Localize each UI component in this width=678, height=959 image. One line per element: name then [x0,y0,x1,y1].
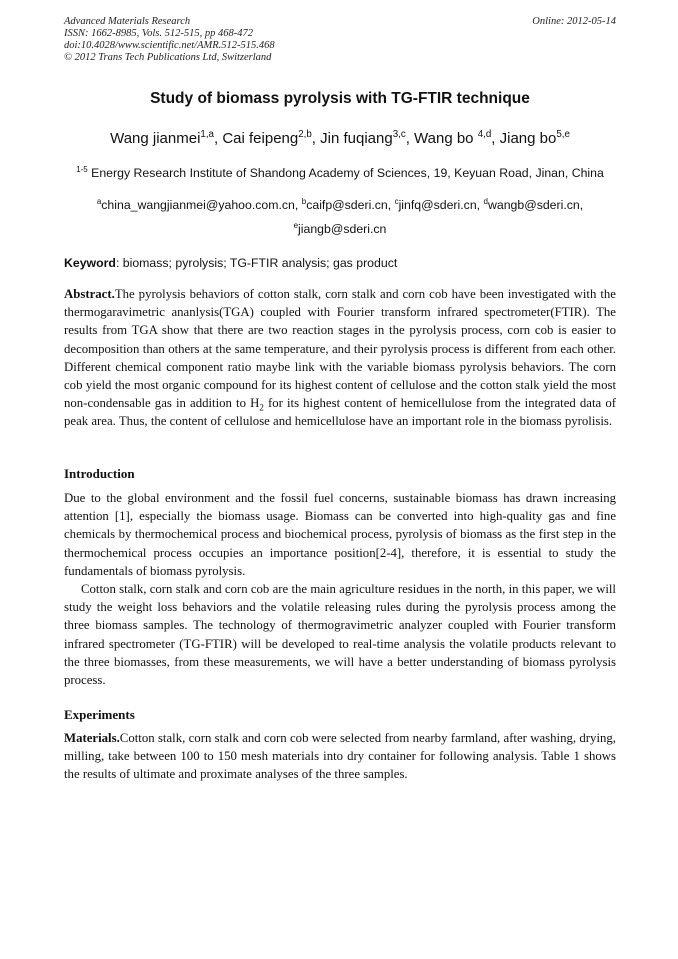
email-address[interactable]: jinfq@sderi.cn [398,198,477,212]
email-mark: a [96,196,102,206]
issn-line: ISSN: 1662-8985, Vols. 512-515, pp 468-472 [64,28,253,39]
email-mark: b [301,196,307,206]
email-list: $^a$china_wangjianmei@yahoo.com.cn, $^b$caifp@sderi.cn, $^c$jinfq@sderi.cn, $^d$wangb@sderi.cn, $^e$jiangb@sderi.cn [96,196,584,236]
journal-name: Advanced Materials Research [64,16,191,27]
affiliation-text: Energy Research Institute of Shandong Academy of Sciences, 19, Keyuan Road, Jinan, China [91,166,604,180]
affiliation-mark: 1-5 [76,164,88,174]
author-name: Jin fuqiang [320,130,393,147]
abstract-text: The pyrolysis behaviors of cotton stalk, corn stalk and corn cob have been investigated with the thermogaravimetric ananlysis(TGA) coupled with Fourier transform infrared spectrometer(FTIR). The results from TGA show that there are two reaction stages in the pyrolysis process, corn cob is easier to decomposition than others at the same temperature, and their pyrolysis process is different from each other. Different chemical component ratio maybe link with the variable biomass pyrolysis behaviors. The corn cob yield the most organic compound for its highest content of cellulose and the cotton stalk yield the most non-condensable gas in addition to H [64,287,616,411]
introduction-heading: Introduction [64,466,135,481]
journal-header [64,16,616,64]
keyword-label: Keyword [64,256,116,270]
materials-label: Materials. [64,731,120,745]
author-affiliation-mark: 5,e [556,129,570,140]
author-affiliation-mark: 4,d [477,129,492,140]
keyword-text: : biomass; pyrolysis; TG-FTIR analysis; gas product [115,256,398,270]
author-list: Wang jianmei$^{1,a}$, Cai feipeng$^{2,b}$, Jin fuqiang$^{3,c}$, Wang bo $^{4,d}$, Jiang bo$^{5,e}$ [110,129,570,147]
keywords [64,256,616,270]
abstract-text-cont: for its highest content of hemicellulose from the integrated data of peak area. Thus, the content of cellulose and hemicellulose have an important role in the biomass pyrolisis. [64,396,616,429]
email-address[interactable]: caifp@sderi.cn [306,198,388,212]
introduction-paragraph: Due to the global environment and the fossil fuel concerns, sustainable biomass has drawn increasing attention [1], especially the biomass usage. Biomass can be converted into high-quality gas and fine chemicals by thermochemical process and biochemical process, pyrolysis of biomass as the first step in the thermochemical process occupies an importance position[2-4], therefore, it is essential to study the fundamentals of biomass pyrolysis. [64,491,616,578]
email-mark: d [483,196,488,206]
materials-text: Cotton stalk, corn stalk and corn cob were selected from nearby farmland, after washing, drying, milling, take between 100 to 150 mesh materials into dry container for following analysis. Table 1 shows the results of ultimate and proximate analyses of the three samples. [64,731,616,782]
abstract-subscript: 2 [259,402,264,413]
online-date: Online: 2012-05-14 [532,16,616,27]
author-affiliation-mark: 1,a [200,129,214,140]
introduction-paragraph: Cotton stalk, corn stalk and corn cob are the main agriculture residues in the north, in this paper, we will study the weight loss behaviors and the volatile releasing rules during the pyrolysis process among the three biomass samples. The technology of thermogravimetric analyzer coupled with Fourier transform infrared spectrometer (TG-FTIR) will be developed to real-time analysis the volatile products relevant to the three biomasses, from these measurements, we will have a better understanding of biomass pyrolysis process. [64,582,616,688]
email-address[interactable]: jiangb@sderi.cn [298,222,387,236]
experiments-heading: Experiments [64,707,135,722]
copyright-line: © 2012 Trans Tech Publications Ltd, Switzerland [64,52,272,63]
author-affiliation-mark: 3,c [392,129,406,140]
affiliation [64,166,616,180]
author-name: Cai feipeng [222,130,299,147]
author-affiliation-mark: 2,b [298,129,312,140]
materials-paragraph [64,729,616,784]
author-name: Wang jianmei [110,130,201,147]
paper-title: Study of biomass pyrolysis with TG-FTIR technique [150,90,530,107]
email-mark: c [394,196,399,206]
author-name: Wang bo [414,130,474,147]
email-mark: e [293,220,299,230]
email-address[interactable]: china_wangjianmei@yahoo.com.cn [101,198,295,212]
author-name: Jiang bo [499,130,557,147]
doi-line: doi:10.4028/www.scientific.net/AMR.512-515.468 [64,40,275,51]
abstract [64,285,616,431]
email-address[interactable]: wangb@sderi.cn [487,198,580,212]
abstract-label: Abstract. [64,287,115,301]
